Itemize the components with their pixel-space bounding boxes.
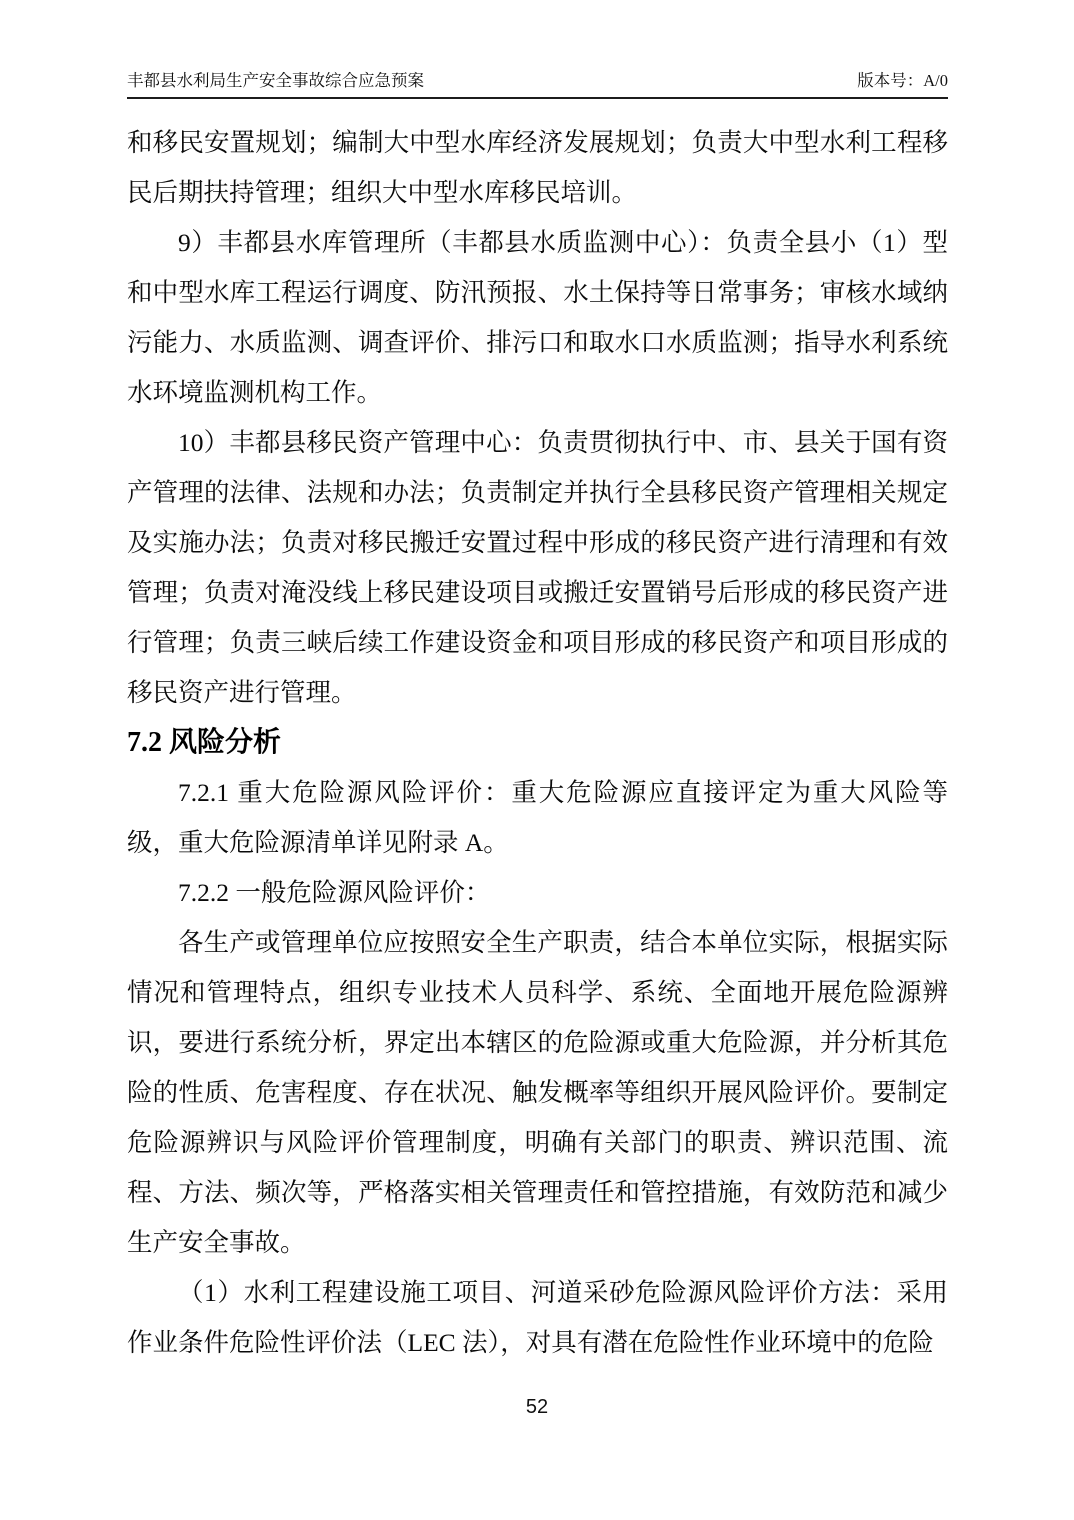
paragraph: 7.2.1 重大危险源风险评价：重大危险源应直接评定为重大风险等级，重大危险源清单详见附录 A。 xyxy=(127,778,948,857)
header-version: 版本号：A/0 xyxy=(857,71,948,90)
page-header xyxy=(127,0,948,99)
paragraph: 各生产或管理单位应按照安全生产职责，结合本单位实际，根据实际情况和管理特点，组织专业技术人员科学、系统、全面地开展危险源辨识，要进行系统分析，界定出本辖区的危险源或重大危险源，并分析其危险的性质、危害程度、存在状况、触发概率等组织开展风险评价。要制定危险源辨识与风险评价管理制度，明确有关部门的职责、辨识范围、流程、方法、频次等，严格落实相关管理责任和管控措施，有效防范和减少生产安全事故。 xyxy=(127,928,948,1257)
paragraph: （1）水利工程建设施工项目、河道采砂危险源风险评价方法：采用作业条件危险性评价法（LEC 法），对具有潜在危险性作业环境中的危险 xyxy=(127,1278,948,1357)
paragraph: 9）丰都县水库管理所（丰都县水质监测中心）：负责全县小（1）型和中型水库工程运行调度、防汛预报、水土保持等日常事务；审核水域纳污能力、水质监测、调查评价、排污口和取水口水质监测；指导水利系统水环境监测机构工作。 xyxy=(127,228,948,407)
paragraph: 7.2.2 一般危险源风险评价： xyxy=(178,878,491,907)
paragraph: 10）丰都县移民资产管理中心：负责贯彻执行中、市、县关于国有资产管理的法律、法规和办法；负责制定并执行全县移民资产管理相关规定及实施办法；负责对移民搬迁安置过程中形成的移民资产进行清理和有效管理；负责对淹没线上移民建设项目或搬迁安置销号后形成的移民资产进行管理；负责三峡后续工作建设资金和项目形成的移民资产和项目形成的移民资产进行管理。 xyxy=(127,428,948,707)
header-title: 丰都县水利局生产安全事故综合应急预案 xyxy=(127,71,424,90)
page-number: 52 xyxy=(525,1396,549,1418)
page-footer xyxy=(0,1396,1074,1419)
document-body xyxy=(127,118,948,1368)
paragraph: 和移民安置规划；编制大中型水库经济发展规划；负责大中型水利工程移民后期扶持管理；组织大中型水库移民培训。 xyxy=(127,128,948,207)
section-heading: 7.2 风险分析 xyxy=(127,727,282,758)
